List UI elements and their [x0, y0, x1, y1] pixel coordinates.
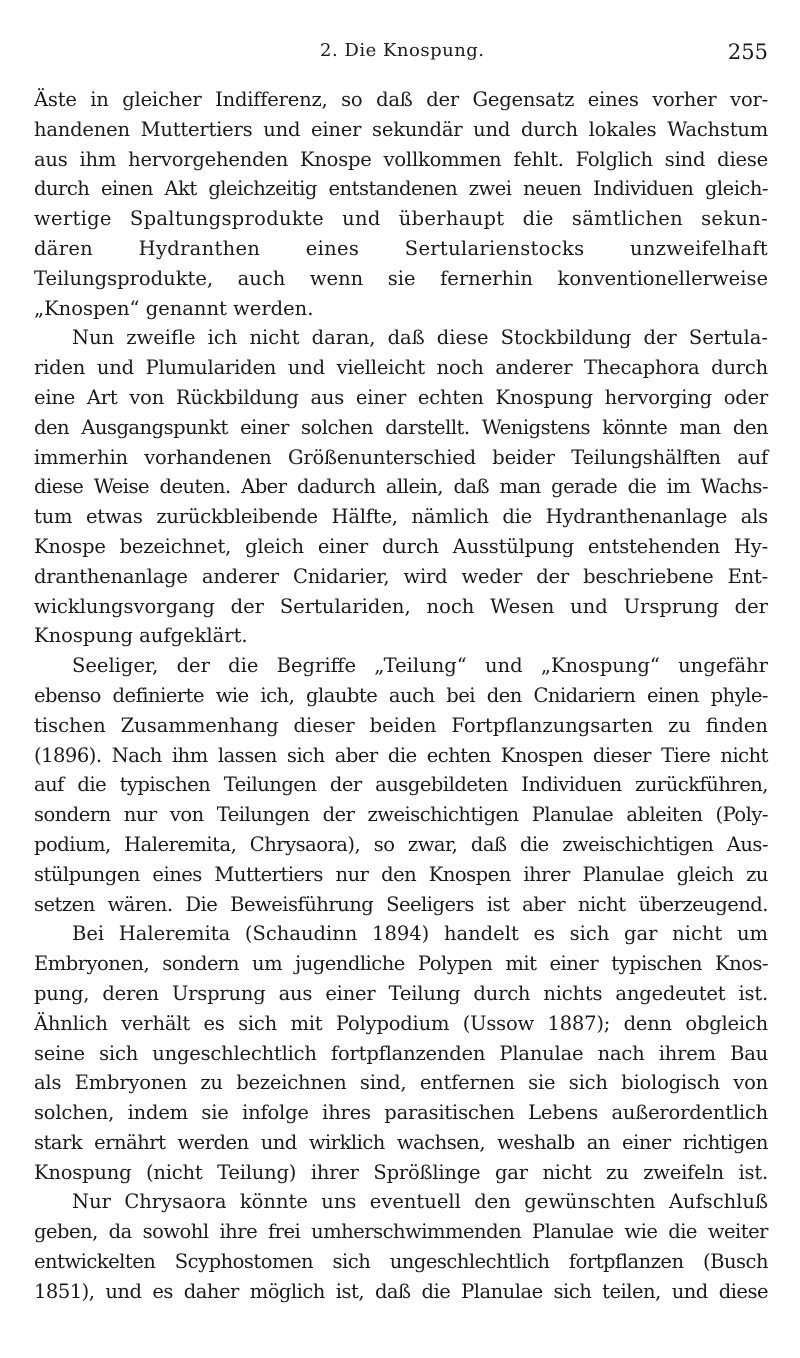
text-line: auf die typischen Teilungen der ausgebildeten Individuen zurückführen, [34, 773, 768, 797]
page-number: 255 [727, 40, 768, 64]
text-line: Bei Haleremita (Schaudinn 1894) handelt es sich gar nicht um [72, 922, 768, 946]
text-line: Teilungsprodukte, auch wenn sie fernerhin konventionellerweise [34, 266, 768, 290]
text-line: tum etwas zurückbleibende Hälfte, nämlich die Hydranthenanlage als [34, 505, 768, 529]
text-line: 1851), und es daher möglich ist, daß die Planulae sich teilen, und diese [34, 1279, 768, 1303]
text-line: „Knospen“ genannt werden. [34, 296, 314, 320]
text-line: aus ihm hervorgehenden Knospe vollkommen fehlt. Folglich sind diese [34, 147, 768, 171]
text-line: entwickelten Scyphostomen sich ungeschlechtlich fortpflanzen (Busch [34, 1250, 768, 1274]
text-line: diese Weise deuten. Aber dadurch allein, daß man gerade die im Wachs- [34, 475, 768, 499]
text-line: solchen, indem sie infolge ihres parasitischen Lebens außerordentlich [34, 1101, 768, 1125]
body-text [34, 85, 768, 1307]
text-line: setzen wären. Die Beweisführung Seeligers ist aber nicht überzeugend. [34, 892, 768, 916]
text-line: Ähnlich verhält es sich mit Polypodium (Ussow 1887); denn obgleich [34, 1011, 768, 1035]
text-line: als Embryonen zu bezeichnen sind, entfernen sie sich biologisch von [34, 1071, 768, 1095]
text-line: Embryonen, sondern um jugendliche Polypen mit einer typischen Knos- [34, 952, 768, 976]
text-line: Knospung (nicht Teilung) ihrer Sprößlinge gar nicht zu zweifeln ist. [34, 1160, 768, 1184]
text-line: dären Hydranthen eines Sertularienstocks unzweifelhaft [34, 236, 768, 260]
text-line: eine Art von Rückbildung aus einer echten Knospung hervorging oder [34, 385, 768, 409]
running-title: 2. Die Knospung. [320, 40, 485, 61]
text-line: seine sich ungeschlechtlich fortpflanzenden Planulae nach ihrem Bau [34, 1041, 768, 1065]
text-line: stülpungen eines Muttertiers nur den Knospen ihrer Planulae gleich zu [34, 862, 768, 886]
text-line: durch einen Akt gleichzeitig entstandenen zwei neuen Individuen gleich- [34, 177, 768, 201]
text-line: ebenso definierte wie ich, glaubte auch bei den Cnidariern einen phyle- [34, 683, 768, 707]
text-line: Nur Chrysaora könnte uns eventuell den gewünschten Aufschluß [72, 1190, 768, 1214]
text-line: Äste in gleicher Indifferenz, so daß der Gegensatz eines vorher vor- [34, 88, 768, 111]
text-line: Knospung aufgeklärt. [34, 624, 248, 648]
text-line: wicklungsvorgang der Sertulariden, noch Wesen und Ursprung der [34, 594, 768, 618]
text-line: den Ausgangspunkt einer solchen darstellt. Wenigstens könnte man den [34, 415, 768, 439]
text-line: pung, deren Ursprung aus einer Teilung durch nichts angedeutet ist. [34, 981, 768, 1005]
text-line: dranthenanlage anderer Cnidarier, wird weder der beschriebene Ent- [34, 564, 768, 588]
text-line: tischen Zusammenhang dieser beiden Fortpflanzungsarten zu finden [34, 713, 768, 737]
text-line: stark ernährt werden und wirklich wachsen, weshalb an einer richtigen [34, 1130, 768, 1154]
text-line: handenen Muttertiers und einer sekundär und durch lokales Wachstum [34, 117, 768, 141]
text-line: wertige Spaltungsprodukte und überhaupt die sämtlichen sekun- [34, 207, 768, 231]
text-line: geben, da sowohl ihre frei umherschwimmenden Planulae wie die weiter [34, 1220, 768, 1244]
text-line: podium, Haleremita, Chrysaora), so zwar, daß die zweischichtigen Aus- [34, 832, 768, 856]
text-line: sondern nur von Teilungen der zweischichtigen Planulae ableiten (Poly- [34, 803, 768, 827]
text-line: riden und Plumulariden und vielleicht noch anderer Thecaphora durch [34, 356, 768, 380]
text-line: (1896). Nach ihm lassen sich aber die echten Knospen dieser Tiere nicht [34, 743, 768, 767]
page-header [0, 40, 800, 80]
text-line: Seeliger, der die Begriffe „Teilung“ und „Knospung“ ungefähr [72, 654, 768, 678]
text-line: Nun zweifle ich nicht daran, daß diese Stockbildung der Sertula- [72, 326, 768, 350]
text-line: immerhin vorhandenen Größenunterschied beider Teilungshälften auf [34, 445, 768, 469]
text-line: Knospe bezeichnet, gleich einer durch Ausstülpung entstehenden Hy- [34, 534, 768, 558]
